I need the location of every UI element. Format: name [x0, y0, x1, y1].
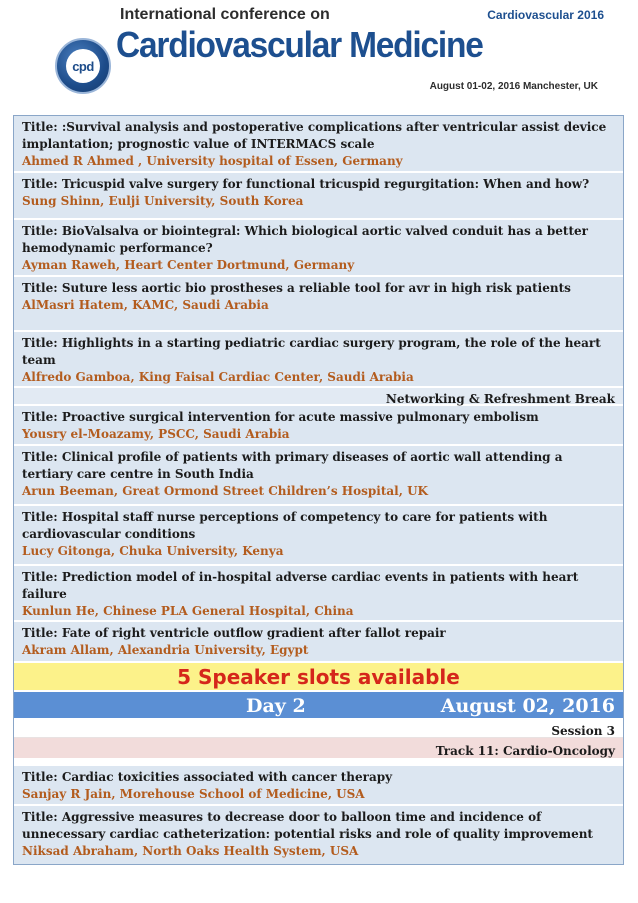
talk-author: Kunlun He, Chinese PLA General Hospital, China [22, 604, 354, 618]
conference-header [0, 0, 638, 110]
talk-author: AlMasri Hatem, KAMC, Saudi Arabia [22, 298, 269, 312]
logo-text: cpd [72, 58, 94, 74]
talk-title: Title: Highlights in a starting pediatric cardiac surgery program, the role of the heart team [22, 336, 601, 367]
talk-author: Arun Beeman, Great Ormond Street Children’s Hospital, UK [22, 484, 428, 498]
conference-title: Cardiovascular Medicine [116, 24, 483, 65]
talk-author: Ayman Raweh, Heart Center Dortmund, Germany [22, 258, 355, 272]
track-row [14, 738, 623, 766]
talk-author: Ahmed R Ahmed , University hospital of Essen, Germany [22, 154, 403, 168]
talk-title: Title: Aggressive measures to decrease door to balloon time and incidence of unnecessary cardiac catheterization: potential risks and role of quality improvement [22, 810, 593, 841]
talk-row [14, 332, 623, 388]
break-label: Networking & Refreshment Break [385, 392, 615, 406]
talk-title: Title: Prediction model of in-hospital adverse cardiac events in patients with heart failure [22, 570, 579, 601]
talk-author: Yousry el-Moazamy, PSCC, Saudi Arabia [22, 427, 290, 441]
talk-author: Alfredo Gamboa, King Faisal Cardiac Center, Saudi Arabia [22, 370, 414, 384]
track-label: Track 11: Cardio-Oncology [435, 744, 615, 758]
brand-label: Cardiovascular 2016 [487, 8, 604, 22]
cpd-logo [55, 38, 111, 94]
speaker-slots-label: 5 Speaker slots available [177, 665, 460, 689]
talk-title: Title: Fate of right ventricle outflow gradient after fallot repair [22, 626, 446, 640]
talk-row [14, 116, 623, 173]
session-label: Session 3 [551, 724, 615, 738]
day-date: August 02, 2016 [440, 695, 615, 717]
conference-subtitle: International conference on [120, 6, 330, 23]
talk-row [14, 622, 623, 663]
talk-title: Title: Hospital staff nurse perceptions of competency to care for patients with cardiovascular conditions [22, 510, 548, 541]
talk-author: Akram Allam, Alexandria University, Egypt [22, 643, 309, 657]
talk-title: Title: Suture less aortic bio prostheses a reliable tool for avr in high risk patients [22, 281, 571, 295]
talk-title: Title: :Survival analysis and postoperative complications after ventricular assist device implantation; prognostic value of INTERMACS scale [22, 120, 607, 151]
day-header [14, 692, 623, 720]
date-location: August 01-02, 2016 Manchester, UK [429, 81, 598, 92]
speaker-slots-banner [14, 663, 623, 692]
talk-title: Title: Clinical profile of patients with primary diseases of aortic wall attending a tertiary care centre in South India [22, 450, 563, 481]
schedule-table [13, 115, 624, 865]
talk-title: Title: Cardiac toxicities associated with cancer therapy [22, 770, 393, 784]
talk-author: Lucy Gitonga, Chuka University, Kenya [22, 544, 284, 558]
talk-row [14, 406, 623, 446]
talk-row [14, 506, 623, 566]
talk-row [14, 446, 623, 506]
talk-title: Title: BioValsalva or biointegral: Which biological aortic valved conduit has a better hemodynamic performance? [22, 224, 588, 255]
talk-row [14, 220, 623, 277]
talk-row [14, 173, 623, 220]
talk-author: Sung Shinn, Eulji University, South Korea [22, 194, 304, 208]
talk-title: Title: Tricuspid valve surgery for functional tricuspid regurgitation: When and how? [22, 177, 590, 191]
talk-row [14, 566, 623, 622]
session-row [14, 720, 623, 738]
networking-break-row [14, 388, 623, 406]
talk-author: Sanjay R Jain, Morehouse School of Medicine, USA [22, 787, 365, 801]
talk-row [14, 806, 623, 864]
talk-row [14, 766, 623, 806]
talk-author: Niksad Abraham, North Oaks Health System, USA [22, 844, 359, 858]
day-label: Day 2 [246, 695, 306, 717]
talk-row [14, 277, 623, 332]
talk-title: Title: Proactive surgical intervention for acute massive pulmonary embolism [22, 410, 539, 424]
